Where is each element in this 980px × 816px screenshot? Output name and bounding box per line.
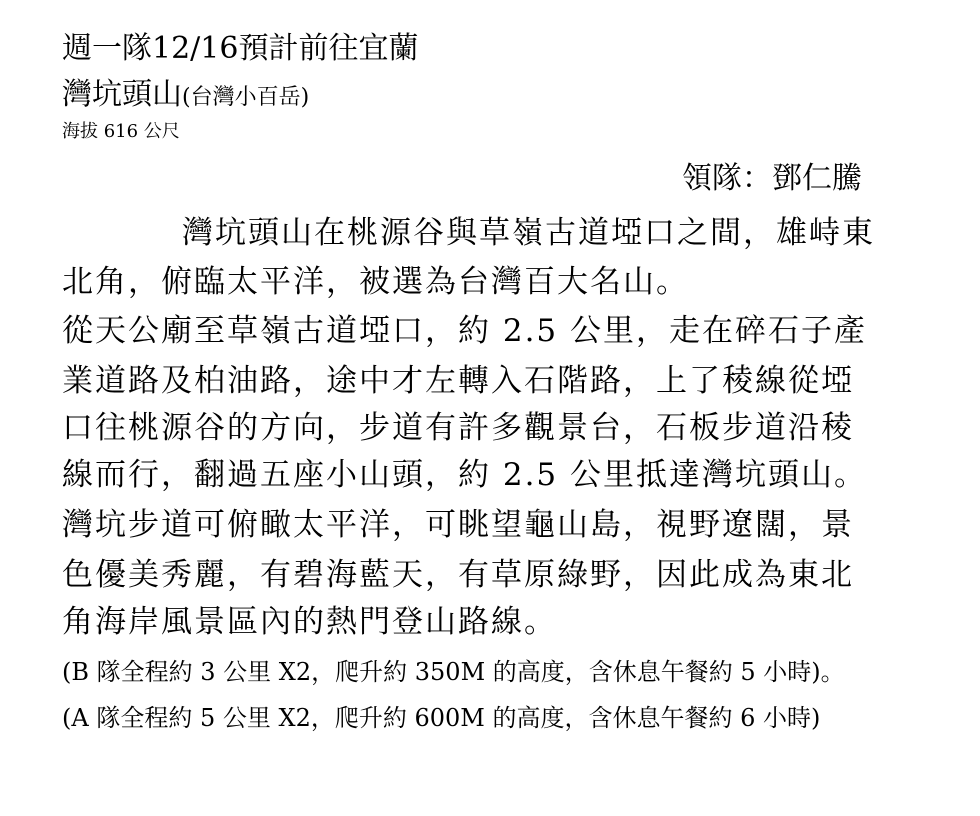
body-line: 色優美秀麗，有碧海藍天，有草原綠野，因此成為東北 [62,557,854,593]
body-line: 灣坑頭山在桃源谷與草嶺古道埡口之間，雄峙東 [182,215,875,251]
body-line: 灣坑步道可俯瞰太平洋，可眺望龜山島，視野遼闊，景 [62,507,854,543]
body-line: 北角，俯臨太平洋，被選為台灣百大名山。 [62,264,689,300]
b-team-info: (B 隊全程約 3 公里 X2，爬升約 350M 的高度，含休息午餐約 5 小時)。 [62,658,845,686]
body-line: 從天公廟至草嶺古道埡口，約 2.5 公里，走在碎石子產 [62,313,868,349]
mountain-name [62,77,310,112]
body-line: 角海岸風景區內的熱門登山路線。 [62,604,557,640]
body-line: 線而行，翻過五座小山頭，約 2.5 公里抵達灣坑頭山。 [62,457,868,493]
a-team-info: (A 隊全程約 5 公里 X2，爬升約 600M 的高度，含休息午餐約 6 小時) [62,704,821,732]
mountain-name-text: 灣坑頭山 [62,77,182,112]
body-line: 業道路及柏油路，途中才左轉入石階路，上了稜線從埡 [62,363,854,399]
body-line: 口往桃源谷的方向，步道有許多觀景台，石板步道沿稜 [62,410,854,446]
trip-title: 週一隊12/16預計前往宜蘭 [62,31,419,66]
mountain-tag: (台灣小百岳) [182,85,310,110]
altitude-text: 海拔 616 公尺 [62,121,180,142]
leader-name: 領隊：鄧仁騰 [682,161,862,196]
